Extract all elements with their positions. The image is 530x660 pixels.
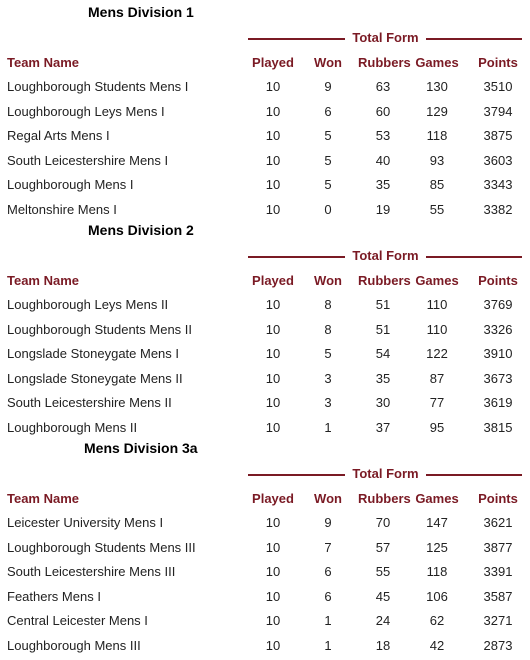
played-cell: 10 xyxy=(265,395,281,411)
rubbers-cell: 40 xyxy=(375,152,391,168)
table-row xyxy=(0,197,530,222)
rubbers-cell: 35 xyxy=(375,370,391,386)
games-cell: 118 xyxy=(426,128,448,144)
played-cell: 10 xyxy=(265,613,281,629)
won-cell: 7 xyxy=(324,539,332,555)
won-cell: 8 xyxy=(324,321,332,337)
played-cell: 10 xyxy=(265,128,281,144)
rubbers-cell: 18 xyxy=(375,637,391,653)
rubbers-cell: 51 xyxy=(375,297,391,313)
won-cell: 5 xyxy=(324,177,332,193)
standings-table xyxy=(0,486,530,658)
games-cell: 129 xyxy=(426,103,448,119)
won-cell: 1 xyxy=(324,613,332,629)
games-cell: 118 xyxy=(426,564,448,580)
rubbers-cell: 37 xyxy=(375,419,391,435)
won-cell: 6 xyxy=(324,103,332,119)
col-header-games: Games xyxy=(415,490,459,506)
table-row xyxy=(0,75,530,100)
points-cell: 3619 xyxy=(483,395,513,411)
won-cell: 5 xyxy=(324,128,332,144)
rubbers-cell: 51 xyxy=(375,321,391,337)
rubbers-cell: 53 xyxy=(375,128,391,144)
points-cell: 3769 xyxy=(483,297,513,313)
games-cell: 93 xyxy=(429,152,445,168)
won-cell: 9 xyxy=(324,515,332,531)
points-cell: 3326 xyxy=(483,321,513,337)
games-cell: 87 xyxy=(429,370,445,386)
table-row xyxy=(0,535,530,560)
won-cell: 6 xyxy=(324,588,332,604)
total-form-header xyxy=(248,28,522,48)
rubbers-cell: 30 xyxy=(375,395,391,411)
total-form-header xyxy=(248,464,522,484)
played-cell: 10 xyxy=(265,637,281,653)
won-cell: 1 xyxy=(324,419,332,435)
team-name-cell: Loughborough Students Mens I xyxy=(7,79,189,95)
points-cell: 2873 xyxy=(483,637,513,653)
played-cell: 10 xyxy=(265,370,281,386)
team-name-cell: Feathers Mens I xyxy=(7,588,101,604)
table-row xyxy=(0,415,530,440)
won-cell: 5 xyxy=(324,152,332,168)
team-name-cell: Longslade Stoneygate Mens I xyxy=(7,346,180,362)
played-cell: 10 xyxy=(265,152,281,168)
col-header-won: Won xyxy=(314,490,342,506)
points-cell: 3621 xyxy=(483,515,513,531)
points-cell: 3343 xyxy=(483,177,513,193)
table-row xyxy=(0,317,530,342)
team-name-cell: Longslade Stoneygate Mens II xyxy=(7,370,183,386)
won-cell: 0 xyxy=(324,201,332,217)
col-header-rubbers: Rubbers xyxy=(358,54,411,70)
won-cell: 6 xyxy=(324,564,332,580)
points-cell: 3271 xyxy=(483,613,513,629)
table-row xyxy=(0,173,530,198)
team-name-cell: Regal Arts Mens I xyxy=(7,128,110,144)
points-cell: 3875 xyxy=(483,128,513,144)
games-cell: 125 xyxy=(426,539,448,555)
played-cell: 10 xyxy=(265,177,281,193)
games-cell: 95 xyxy=(429,419,445,435)
table-row xyxy=(0,633,530,658)
col-header-team-name: Team Name xyxy=(7,272,80,288)
table-row xyxy=(0,560,530,585)
played-cell: 10 xyxy=(265,564,281,580)
games-cell: 110 xyxy=(426,297,448,313)
rubbers-cell: 55 xyxy=(375,564,391,580)
table-row xyxy=(0,609,530,634)
played-cell: 10 xyxy=(265,539,281,555)
team-name-cell: Loughborough Leys Mens I xyxy=(7,103,165,119)
points-cell: 3673 xyxy=(483,370,513,386)
table-row xyxy=(0,148,530,173)
played-cell: 10 xyxy=(265,346,281,362)
points-cell: 3510 xyxy=(483,79,513,95)
table-row xyxy=(0,366,530,391)
table-row xyxy=(0,99,530,124)
played-cell: 10 xyxy=(265,588,281,604)
games-cell: 55 xyxy=(429,201,445,217)
col-header-points: Points xyxy=(478,272,518,288)
rubbers-cell: 24 xyxy=(375,613,391,629)
rubbers-cell: 57 xyxy=(375,539,391,555)
table-header-row xyxy=(0,268,530,293)
table-header-row xyxy=(0,486,530,511)
team-name-cell: Leicester University Mens I xyxy=(7,515,164,531)
total-form-label: Total Form xyxy=(352,248,419,263)
played-cell: 10 xyxy=(265,321,281,337)
games-cell: 130 xyxy=(426,79,448,95)
games-cell: 122 xyxy=(426,346,448,362)
total-form-rule-right xyxy=(426,474,522,476)
points-cell: 3391 xyxy=(483,564,513,580)
col-header-played: Played xyxy=(252,490,294,506)
col-header-games: Games xyxy=(415,54,459,70)
table-header-row xyxy=(0,50,530,75)
points-cell: 3603 xyxy=(483,152,513,168)
total-form-rule-right xyxy=(426,38,522,40)
col-header-played: Played xyxy=(252,272,294,288)
table-row xyxy=(0,584,530,609)
standings-table xyxy=(0,50,530,222)
team-name-cell: Loughborough Mens II xyxy=(7,419,138,435)
rubbers-cell: 45 xyxy=(375,588,391,604)
table-row xyxy=(0,293,530,318)
points-cell: 3877 xyxy=(483,539,513,555)
rubbers-cell: 63 xyxy=(375,79,391,95)
division-title: Mens Division 1 xyxy=(88,4,194,20)
team-name-cell: Loughborough Students Mens III xyxy=(7,539,196,555)
points-cell: 3910 xyxy=(483,346,513,362)
played-cell: 10 xyxy=(265,297,281,313)
total-form-header xyxy=(248,246,522,266)
division-title: Mens Division 3a xyxy=(84,440,198,456)
table-row xyxy=(0,391,530,416)
games-cell: 106 xyxy=(426,588,448,604)
played-cell: 10 xyxy=(265,419,281,435)
played-cell: 10 xyxy=(265,103,281,119)
team-name-cell: Loughborough Leys Mens II xyxy=(7,297,169,313)
division-title: Mens Division 2 xyxy=(88,222,194,238)
col-header-points: Points xyxy=(478,490,518,506)
col-header-won: Won xyxy=(314,54,342,70)
points-cell: 3587 xyxy=(483,588,513,604)
rubbers-cell: 35 xyxy=(375,177,391,193)
total-form-rule-left xyxy=(248,256,345,258)
team-name-cell: Meltonshire Mens I xyxy=(7,201,117,217)
team-name-cell: South Leicestershire Mens II xyxy=(7,395,172,411)
col-header-played: Played xyxy=(252,54,294,70)
col-header-rubbers: Rubbers xyxy=(358,490,411,506)
team-name-cell: Loughborough Mens I xyxy=(7,177,134,193)
played-cell: 10 xyxy=(265,79,281,95)
rubbers-cell: 19 xyxy=(375,201,391,217)
table-row xyxy=(0,342,530,367)
total-form-label: Total Form xyxy=(352,30,419,45)
won-cell: 9 xyxy=(324,79,332,95)
points-cell: 3815 xyxy=(483,419,513,435)
points-cell: 3382 xyxy=(483,201,513,217)
standings-table xyxy=(0,268,530,440)
games-cell: 42 xyxy=(429,637,445,653)
won-cell: 5 xyxy=(324,346,332,362)
col-header-team-name: Team Name xyxy=(7,490,80,506)
col-header-team-name: Team Name xyxy=(7,54,80,70)
won-cell: 3 xyxy=(324,370,332,386)
games-cell: 147 xyxy=(426,515,448,531)
rubbers-cell: 54 xyxy=(375,346,391,362)
games-cell: 110 xyxy=(426,321,448,337)
team-name-cell: Central Leicester Mens I xyxy=(7,613,148,629)
team-name-cell: Loughborough Mens III xyxy=(7,637,141,653)
team-name-cell: South Leicestershire Mens III xyxy=(7,564,176,580)
total-form-rule-left xyxy=(248,38,345,40)
total-form-rule-right xyxy=(426,256,522,258)
won-cell: 1 xyxy=(324,637,332,653)
rubbers-cell: 60 xyxy=(375,103,391,119)
table-row xyxy=(0,511,530,536)
rubbers-cell: 70 xyxy=(375,515,391,531)
played-cell: 10 xyxy=(265,201,281,217)
col-header-points: Points xyxy=(478,54,518,70)
table-row xyxy=(0,124,530,149)
games-cell: 77 xyxy=(429,395,445,411)
total-form-rule-left xyxy=(248,474,345,476)
games-cell: 62 xyxy=(429,613,445,629)
won-cell: 8 xyxy=(324,297,332,313)
total-form-label: Total Form xyxy=(352,466,419,481)
col-header-won: Won xyxy=(314,272,342,288)
col-header-games: Games xyxy=(415,272,459,288)
games-cell: 85 xyxy=(429,177,445,193)
won-cell: 3 xyxy=(324,395,332,411)
team-name-cell: Loughborough Students Mens II xyxy=(7,321,193,337)
points-cell: 3794 xyxy=(483,103,513,119)
team-name-cell: South Leicestershire Mens I xyxy=(7,152,169,168)
played-cell: 10 xyxy=(265,515,281,531)
col-header-rubbers: Rubbers xyxy=(358,272,411,288)
